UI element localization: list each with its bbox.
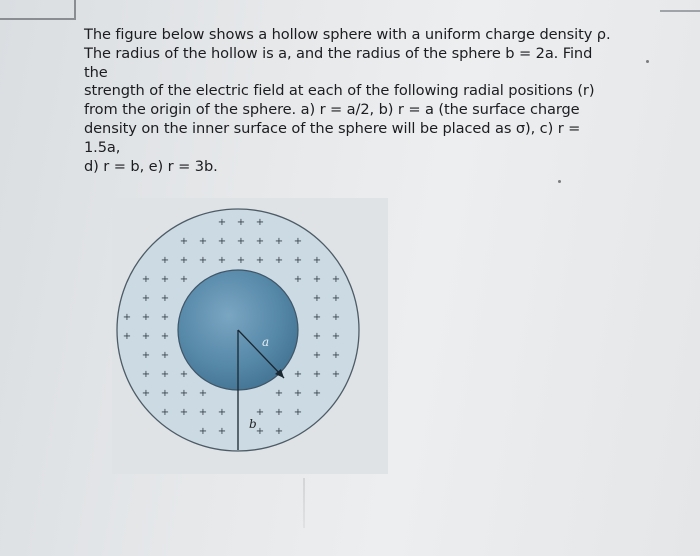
- charge-plus: +: [160, 293, 170, 304]
- charge-plus: +: [141, 369, 151, 380]
- window-corner: [0, 0, 76, 20]
- charge-plus: +: [160, 369, 170, 380]
- charge-plus: +: [160, 312, 170, 323]
- charge-plus: +: [255, 255, 265, 266]
- charge-plus: +: [179, 407, 189, 418]
- charge-plus: +: [160, 407, 170, 418]
- dust-speck: [646, 60, 649, 63]
- charge-plus: +: [312, 255, 322, 266]
- charge-plus: +: [122, 312, 132, 323]
- charge-plus: +: [255, 217, 265, 228]
- charge-plus: +: [141, 274, 151, 285]
- charge-plus: +: [312, 331, 322, 342]
- charge-plus: +: [217, 217, 227, 228]
- charge-plus: +: [255, 407, 265, 418]
- charge-plus: +: [141, 293, 151, 304]
- charge-plus: +: [217, 255, 227, 266]
- charge-plus: +: [217, 426, 227, 437]
- charge-plus: +: [255, 426, 265, 437]
- paper-line: [303, 478, 305, 528]
- charge-plus: +: [198, 388, 208, 399]
- charge-plus: +: [141, 350, 151, 361]
- charge-plus: +: [160, 331, 170, 342]
- charge-plus: +: [198, 236, 208, 247]
- charge-plus: +: [141, 331, 151, 342]
- charge-plus: +: [198, 255, 208, 266]
- charge-plus: +: [179, 236, 189, 247]
- charge-plus: +: [331, 369, 341, 380]
- charge-plus: +: [312, 350, 322, 361]
- charge-plus: +: [217, 407, 227, 418]
- charge-plus: +: [274, 388, 284, 399]
- charge-plus: +: [160, 255, 170, 266]
- charge-plus: +: [179, 255, 189, 266]
- charge-plus: +: [312, 274, 322, 285]
- charge-plus: +: [274, 236, 284, 247]
- charge-plus: +: [141, 312, 151, 323]
- charge-plus: +: [331, 350, 341, 361]
- charge-plus: +: [293, 407, 303, 418]
- charge-plus: +: [160, 274, 170, 285]
- charge-plus: +: [293, 236, 303, 247]
- charge-plus: +: [312, 369, 322, 380]
- charge-plus: +: [312, 293, 322, 304]
- charge-plus: +: [255, 236, 265, 247]
- question-text: The figure below shows a hollow sphere with a uniform charge density ρ. The radius of the hollow is a, and the radius of the sphere b = 2a. Find the strength of the electric field at each of the following radial positions (r) from the origin of the sphere. a) r = a/2, b) r = a (the surface charge density on the inner surface of the sphere will be placed as σ), c) r = 1.5a, d) r = b, e) r = 3b.: [84, 26, 611, 175]
- label-a: a: [262, 335, 270, 349]
- hollow-sphere-figure: [112, 198, 388, 474]
- charge-plus: +: [198, 426, 208, 437]
- charge-plus: +: [179, 369, 189, 380]
- charge-plus: +: [312, 388, 322, 399]
- charge-plus: +: [179, 274, 189, 285]
- charge-plus: +: [198, 407, 208, 418]
- charge-plus: +: [122, 331, 132, 342]
- charge-plus: +: [274, 407, 284, 418]
- figure-canvas: [112, 198, 388, 474]
- charge-plus: +: [236, 255, 246, 266]
- charge-plus: +: [160, 388, 170, 399]
- charge-plus: +: [160, 350, 170, 361]
- charge-plus: +: [312, 312, 322, 323]
- charge-plus: +: [274, 255, 284, 266]
- charge-plus: +: [179, 388, 189, 399]
- charge-plus: +: [331, 331, 341, 342]
- charge-plus: +: [293, 255, 303, 266]
- charge-plus: +: [236, 217, 246, 228]
- charge-plus: +: [274, 426, 284, 437]
- charge-plus: +: [331, 312, 341, 323]
- dust-speck: [558, 180, 561, 183]
- window-edge: [660, 0, 700, 12]
- charge-plus: +: [293, 274, 303, 285]
- charge-plus: +: [331, 274, 341, 285]
- charge-plus: +: [331, 293, 341, 304]
- charge-plus: +: [141, 388, 151, 399]
- charge-plus: +: [293, 388, 303, 399]
- label-b: b: [249, 417, 257, 431]
- charge-plus: +: [217, 236, 227, 247]
- charge-plus: +: [293, 369, 303, 380]
- charge-plus: +: [236, 236, 246, 247]
